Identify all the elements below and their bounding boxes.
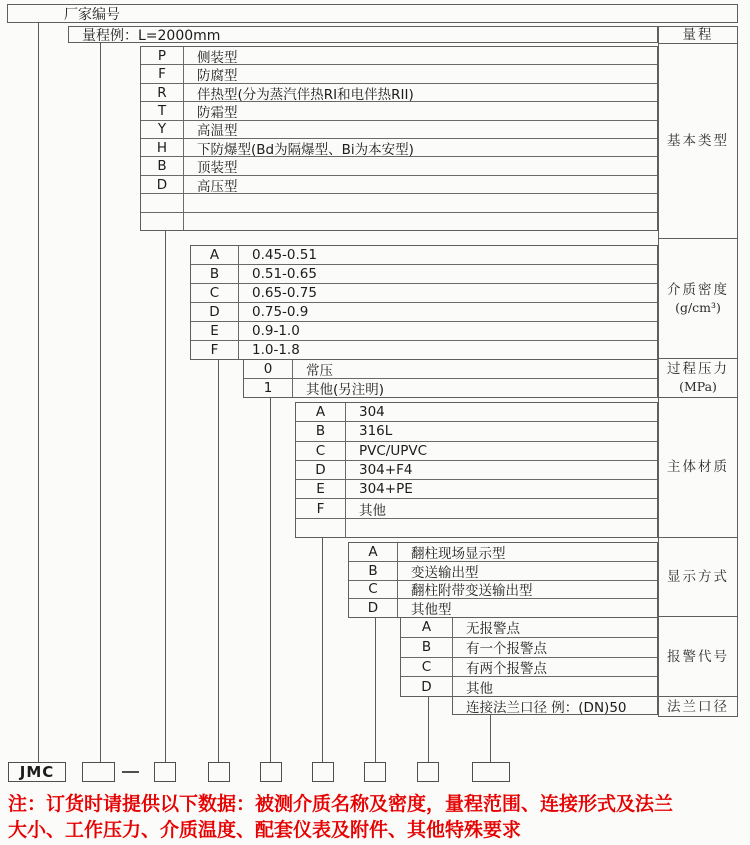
code-cell: F (191, 341, 239, 359)
table-row (296, 442, 657, 461)
label-alarm-code: 报警代号 (659, 617, 737, 697)
code-cell: F (141, 65, 184, 82)
basic-type-table (140, 46, 658, 231)
desc-cell (184, 213, 197, 230)
code-cell: 0 (244, 360, 293, 378)
code-cell: A (349, 543, 398, 561)
table-row-empty (141, 194, 657, 212)
table-row-empty (296, 519, 657, 537)
code-cell: E (296, 480, 346, 498)
table-row (191, 265, 657, 284)
desc-cell: 0.75-0.9 (252, 304, 309, 320)
table-row (349, 581, 657, 600)
table-row (244, 379, 657, 397)
desc-cell: 高温型 (197, 123, 238, 140)
connector-line-alarm (428, 697, 429, 762)
table-row (141, 176, 657, 194)
code-box-alarm (417, 762, 439, 782)
dash-separator (122, 771, 139, 773)
desc-cell: 下防爆型(Bd为隔爆型、Bi为本安型) (197, 141, 414, 158)
desc-cell: 304+PE (359, 481, 413, 498)
desc-cell: 顶装型 (197, 160, 238, 177)
code-cell: B (401, 638, 453, 657)
factory-code-label: 厂家编号 (64, 6, 120, 23)
label-display-mode: 显示方式 (659, 538, 737, 618)
table-row (349, 599, 657, 617)
connector-line-density (218, 360, 219, 762)
table-row (141, 121, 657, 139)
connector-line-material (322, 538, 323, 762)
desc-cell: 1.0-1.8 (252, 342, 300, 358)
connector-line-pressure (270, 398, 271, 762)
order-note-line2: 大小、工作压力、介质温度、配套仪表及附件、其他特殊要求 (8, 819, 522, 841)
factory-code-row (7, 4, 738, 23)
flange-size-row (452, 696, 658, 715)
desc-cell: 0.9-1.0 (252, 323, 300, 339)
table-row (141, 139, 657, 157)
range-example-text: 量程例：L=2000mm (82, 27, 221, 44)
desc-cell: 高压型 (197, 178, 238, 195)
code-box-basic-type (154, 762, 176, 782)
code-cell (141, 194, 184, 211)
desc-cell: 其他 (466, 680, 493, 697)
code-cell: B (349, 562, 398, 580)
alarm-table (400, 617, 658, 697)
code-cell: E (191, 322, 239, 340)
desc-cell: PVC/UPVC (359, 442, 428, 459)
table-row (141, 65, 657, 83)
desc-cell: 翻柱附带变送输出型 (411, 583, 533, 600)
code-cell: D (191, 303, 239, 321)
code-cell: B (296, 422, 346, 440)
table-row (141, 47, 657, 65)
desc-cell: 316L (359, 423, 393, 440)
density-table (190, 245, 658, 360)
desc-cell: 有一个报警点 (466, 641, 547, 658)
connector-line-flange (490, 715, 491, 762)
range-example-row (68, 26, 658, 43)
code-box-display-mode (364, 762, 386, 782)
label-material: 主体材质 (659, 398, 737, 538)
desc-cell: 侧装型 (197, 49, 238, 66)
code-cell: A (296, 403, 346, 421)
model-prefix-box: JMC (8, 762, 66, 782)
table-row (401, 677, 657, 696)
label-density-unit: (g/cm³) (675, 299, 721, 315)
desc-cell (184, 194, 197, 211)
connector-line-display (375, 618, 376, 762)
connector-line-factory (38, 23, 39, 762)
code-cell: P (141, 47, 184, 64)
table-row (349, 543, 657, 562)
table-row (191, 303, 657, 322)
code-cell: C (191, 284, 239, 302)
desc-cell: 其他(另注明) (306, 382, 385, 398)
code-cell: R (141, 84, 184, 101)
table-row (296, 422, 657, 441)
label-range: 量程 (659, 27, 737, 44)
code-cell: T (141, 102, 184, 119)
code-cell: B (141, 157, 184, 174)
code-cell: D (141, 176, 184, 193)
code-cell: D (401, 677, 453, 696)
pressure-table (243, 359, 658, 398)
code-cell: H (141, 139, 184, 156)
code-cell: C (296, 442, 346, 460)
table-row (191, 246, 657, 265)
table-row (401, 638, 657, 658)
table-row (191, 322, 657, 341)
desc-cell: 其他 (359, 502, 386, 519)
code-cell: C (349, 581, 398, 599)
desc-cell: 防霜型 (197, 104, 238, 121)
order-note-line1: 注：订货时请提供以下数据：被测介质名称及密度，量程范围、连接形式及法兰 (8, 793, 674, 815)
table-row (296, 403, 657, 422)
table-row (296, 480, 657, 499)
desc-cell: 变送输出型 (411, 564, 479, 581)
code-cell: D (349, 599, 398, 617)
code-box-density (208, 762, 230, 782)
connector-line-range (100, 43, 101, 762)
desc-cell: 常压 (306, 363, 333, 379)
table-row (141, 84, 657, 102)
table-row (401, 658, 657, 678)
table-row-empty (141, 213, 657, 230)
table-row (349, 562, 657, 581)
desc-cell: 304+F4 (359, 461, 413, 478)
code-cell: C (401, 658, 453, 677)
desc-cell: 0.65-0.75 (252, 285, 317, 301)
code-cell: D (296, 461, 346, 479)
label-pressure-text: 过程压力 (667, 361, 729, 377)
label-density-text: 介质密度 (667, 281, 729, 298)
code-cell: A (191, 246, 239, 264)
table-row (141, 102, 657, 120)
desc-cell: 伴热型(分为蒸汽伴热RI和电伴热RII) (197, 86, 414, 103)
code-box-flange-size (472, 762, 510, 782)
code-cell (141, 213, 184, 230)
label-pressure-unit: (MPa) (679, 379, 717, 394)
table-row (141, 157, 657, 175)
display-mode-table (348, 542, 658, 618)
desc-cell (346, 519, 359, 537)
code-cell: 1 (244, 379, 293, 397)
flange-size-text: 连接法兰口径 例：(DN)50 (466, 699, 627, 716)
desc-cell: 0.45-0.51 (252, 247, 317, 263)
desc-cell: 304 (359, 404, 385, 421)
category-label-column (658, 26, 738, 717)
table-row (401, 618, 657, 638)
label-density (659, 239, 737, 359)
label-basic-type: 基本类型 (659, 44, 737, 239)
connector-line-basic (165, 231, 166, 762)
label-pressure (659, 359, 737, 398)
table-row (296, 461, 657, 480)
desc-cell: 0.51-0.65 (252, 266, 317, 282)
code-cell: A (401, 618, 453, 637)
table-row (244, 360, 657, 379)
material-table (295, 402, 658, 538)
table-row (191, 284, 657, 303)
code-cell: F (296, 499, 346, 517)
code-box-range (82, 762, 115, 782)
code-box-material (312, 762, 334, 782)
table-row (296, 499, 657, 518)
desc-cell: 其他型 (411, 602, 452, 619)
desc-cell: 防腐型 (197, 68, 238, 85)
label-flange-size: 法兰口径 (667, 698, 729, 715)
code-cell: Y (141, 121, 184, 138)
desc-cell: 有两个报警点 (466, 660, 547, 677)
code-box-pressure (260, 762, 282, 782)
order-note (8, 791, 745, 843)
code-cell: B (191, 265, 239, 283)
desc-cell: 翻柱现场显示型 (411, 545, 506, 562)
table-row (191, 341, 657, 359)
code-cell (296, 519, 346, 537)
desc-cell: 无报警点 (466, 621, 520, 638)
